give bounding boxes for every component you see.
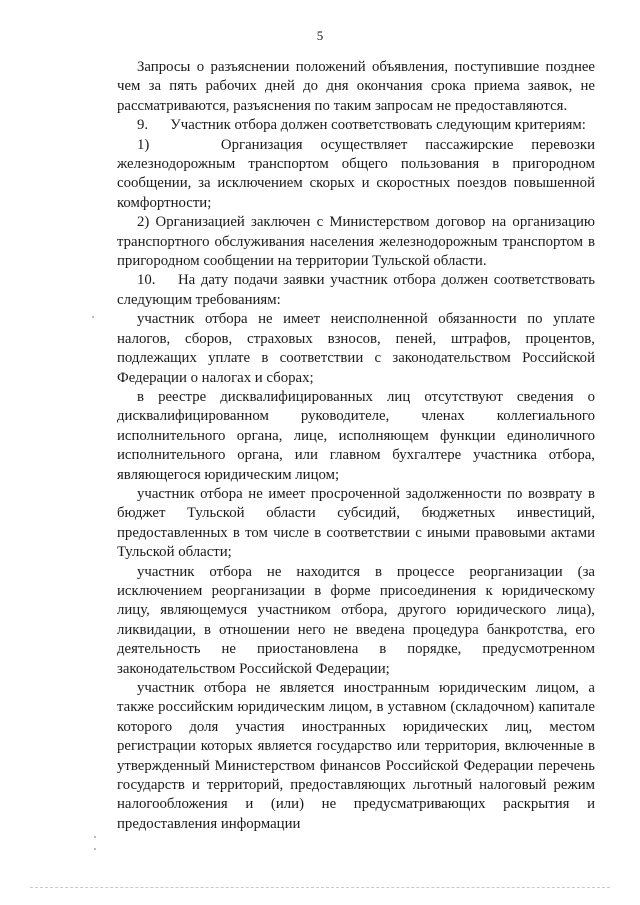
scan-bottom-edge — [30, 887, 610, 888]
paragraph-clarification-requests: Запросы о разъяснении положений объявления, поступившие позднее чем за пять рабочих дней до дня окончания срока приема заявок, не рассматриваются, разъяснения по таким запросам не предоставляются. — [117, 59, 595, 114]
paragraph-10-requirements: 10. На дату подачи заявки участник отбора должен соответствовать следующим требованиям: — [117, 272, 595, 308]
paragraph-criterion-1: 1) Организация осуществляет пассажирские перевозки железнодорожным транспортом общего пользования в пригородном сообщении, за исключением скорых и скоростных поездов повышенной комфортности; — [117, 136, 595, 211]
document-body — [117, 58, 595, 834]
scan-dot — [94, 836, 96, 838]
scan-dot — [94, 848, 96, 850]
page-number: 5 — [316, 28, 324, 43]
requirement-not-foreign-entity: участник отбора не является иностранным юридическим лицом, а также российским юридическим лицом, в уставном (складочном) капитале которого доля участия иностранных юридических лиц, местом регистрации которых является государство или территория, включенные в утвержденный Министерством финансов Российской Федерации перечень государств и территорий, предоставляющих льготный налоговый режим налогообложения и (или) не предусматривающих раскрытия и предоставления информации — [117, 680, 595, 832]
paragraph-9-criteria: 9. Участник отбора должен соответствовать следующим критериям: — [137, 117, 586, 134]
requirement-no-overdue-debt: участник отбора не имеет просроченной задолженности по возврату в бюджет Тульской области субсидий, бюджетных инвестиций, предоставленных в том числе в соответствии с иными правовыми актами Тульской области; — [117, 485, 595, 561]
requirement-no-tax-debt: участник отбора не имеет неисполненной обязанности по уплате налогов, сборов, страховых взносов, пеней, штрафов, процентов, подлежащих уплате в соответствии с законодательством Российской Федерации о налогах и сборах; — [117, 311, 595, 386]
requirement-no-reorganization: участник отбора не находится в процессе реорганизации (за исключением реорганизации в форме присоединения к юридическому лицу, являющемуся участником отбора, другого юридического лица), ликвидации, в отношении него не введена процедура банкротства, его деятельность не приостановлена в порядке, предусмотренном законодательством Российской Федерации; — [117, 563, 595, 677]
scan-dot — [92, 316, 94, 318]
paragraph-criterion-2: 2) Организацией заключен с Министерством договор на организацию транспортного обслуживания населения железнодорожным транспортом в пригородном сообщении на территории Тульской области. — [117, 214, 595, 270]
requirement-disqualified-registry: в реестре дисквалифицированных лиц отсутствуют сведения о дисквалифицированном руководителе, членах коллегиального исполнительного органа, лице, исполняющем функции единоличного исполнительного органа, или главном бухгалтере участника отбора, являющегося юридическим лицом; — [117, 388, 595, 483]
